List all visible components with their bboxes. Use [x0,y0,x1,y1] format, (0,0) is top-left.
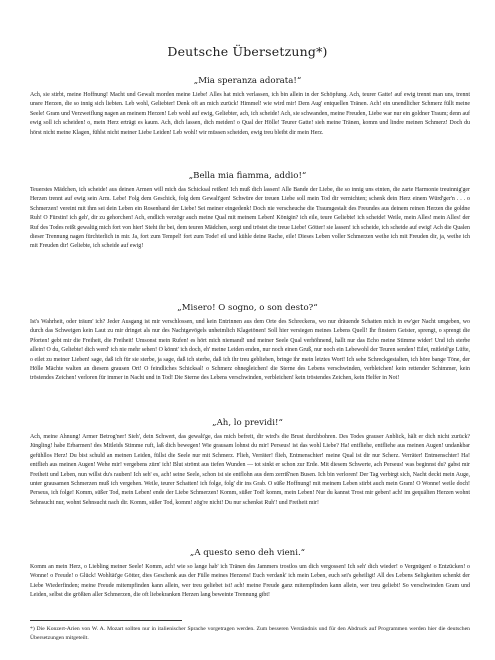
section-heading-4: „Ah, lo previdi!“ [212,418,283,428]
section-heading-3: „Misero! O sogno, o son desto?“ [177,303,318,313]
section-text-5: Komm an mein Herz, o Liebling meiner Seele! Komm, ach! wie so lange hab' ich Tränen des Jammers trostlos um dich vergossen! Ich seh' dich wieder! o Vergnügen! o Entzücken! o Wonne! o Freude! o Glück! Wohltät'ge Götter, dies Geschenk aus der Fülle meines Herzens! Euch verdank' ich mein Leben, euch sei's geheiligt! All des Lebens Seligkeiten schenkt der Liebe Wiederfinden; meine Freude mitempfinden kann allein, wer treu geliebet ist! ach! meine Freude ganz mitempfinden kann allein, wer treu geliebt! So verschwinden Gram und Leiden, selbst die größten aller Schmerzen, die oft liebekranken Herzen lang beweinte Trennung gibt! [30,564,470,599]
section-text-2: Teuerstes Mädchen, ich scheide! aus deinen Armen will mich das Schicksal reißen! Ich muß dich lassen! Alle Bande der Liebe, die so innig uns einten, die zarte Harmonie treuinnig'ger Herzen trennt auf ewig sein Arm. Lebe! Folg dem Geschick, folg dem Gewalt'gen! Schwüre der treuen Liebe soll mein Tod dir vernichten; schenk dein Herz einem Würd'ger'n . . . o Schmerzen! vereint mit ihm sei dein Leben ein Rosenband der Liebe! Sei meiner eingedenk! Doch nie verscheuche die Traumgestalt des Freundes aus deinem reinen Herzen die goldne Ruh! O Fürstin! ich geh', dir zu gehorchen! Ach, endlich verzögr auch meine Qual mit meinem Leben! Königin? ich eile, teure Geliebte! ich scheide! Weile, mein Alles! mein Alles! der Ruf des Todes reißt gewaltig mich fort von hier! Steht ihr bei, dem teuren Mädchen, sorgt und tröstet die treue Liebe! Götter! sie lassen! ich scheide, ich scheide auf ewig! Ach die Qualen dieser Trennung nagen fürchterlich in mir. Ja, fort zum Tempel! fort zum Tode! eil und kühle deine Rache, eile! Dieses Leben voller Schmerzen weihe ich mit Freuden dir, ja, weihe ich mit Freuden dir! Geliebte, ich scheide auf ewig! [30,187,470,250]
section-heading-1: „Mia speranza adorata!“ [193,76,302,86]
section-text-1: Ach, sie stirbt, meine Hoffnung! Macht und Gewalt morden meine Liebe! Alles hat mich verlassen, ich bin allein in der Schöpfung. Ach, teurer Gatte! auf ewig trennt man uns, trennt unsre Herzen, die so innig sich liebten. Leb wohl, Geliebter! Denk oft an mich zurück! Himmel! wie wird mir! Dem Aug' entquellen Tränen. Ach! ein unendlicher Schmerz füllt meine Seele! Gram und Verzweiflung nagen an meinem Herzen! Leb wohl auf ewig, Geliebter, ach, ich scheide! Ach, sie schwanden, meine Freuden, Liebe war nur ein goldner Traum; denn auf ewig soll ich scheiden! o, mein Herz erträgt es kaum. Ach, dich lassen, dich meiden! o Qual der Hölle! Teurer Gatte! sieh meine Tränen, komm und lindre meinen Schmerz! Doch du hörst nicht meine Klagen, fühlst nicht meiner Liebe Leiden! Leb wohl! wir müssen scheiden, ewig treu bleibt dir mein Herz. [30,92,470,136]
section-heading-2: „Bella mia fiamma, addio!“ [188,171,307,181]
section-text-3: Ist's Wahrheit, oder träum' ich? Jeder Ausgang ist mir verschlossen, und kein Entrinnen aus dem Orte des Schreckens, wo nur dräuende Schatten mich in ew'ger Nacht umgeben, wo durch das Schweigen kein Laut zu mir dringet als nur des Nachtgevögels unheimlich Klagetönen! Soll hier versiegen meines Lebens Quell! Ihr finstern Geister, sprengt, o sprengt die Pforten! gebt mir die Freiheit, die Freiheit! Umsonst mein Rufen! es hört mich niemand! und meiner Seele Qual verhöhnend, hallt nur das Echo meine Stimme wider! Und ich sterbe allein! O du, Geliebte! dich werd' ich nie mehr sehen! O könnt' ich doch, eh' meine Leiden enden, nur noch einen Gruß, nur noch ein Lebewohl der Teuren senden! Eilet, mitleid'ge Lüfte, o eilet zu meiner Lieben! sage, daß ich für sie sterbe, ja sage, daß ich sterbe, daß ich ihr treu geblieben, bringe ihr mein letztes Wort! Ich sehe Schreckgestalten, ich höre bange Töne, der Hölle Mächte walten an diesem grausen Ort! O feindliches Schicksal! o Schmerz ohnegleichen! die Sterne des Lebens verschwinden, verbleichen! kein rettender Schimmer, kein tröstendes Zeichen! verloren für immer in Nacht und in Tod! Die Sterne des Lebens verschwinden, verbleichen! kein tröstendes Zeichen, kein Helfer in Not! [30,319,470,382]
section-text-4: Ach, meine Ahnung! Armer Betrog'ner! Sieh', dein Schwert, das gewalt'ge, das mich befreit, dir wird's die Brust durchbohren. Des Todes grauser Anblick, hält er dich nicht zurück? Jüngling! habe Erbarmen! des Mitleids Stimme ruft, laß dich bewegen! Wie grausam lohnst du mir! Perseus! ist das wohl Liebe? Ha! entfliehe, entfliehe aus meinen Augen! undankbar gefühllos Herz! Du bist schuld an meinen Leiden, füllst die Seele nur mit Schmerz. Flieh, Verräter! flieh, Entmenschter! meine Qual ist dir nur Scherz. Verräter! Entmenschter! Ha! entflieh aus meinen Augen! Wehe mir! vergebens zürn' ich! Blut strömt aus tiefen Wunden — tot sinkt er schon zur Erde. Mit diesem Schwerte, ach Perseus! was beginnst du? gabst mir Freiheit und Leben, nun willst du's rauben! Ich seh' es, ach! seine Seele, schon ist sie entflohn aus dem zerriß'nen Busen. Ich bin verloren! Der Tag verbirgt sich, Nacht deckt mein Auge, unter grausamen Schmerzen muß ich vergehen. Weile, teurer Schatten! ich folge, folg' dir ins Grab. O süße Hoffnung! mit meinem Leben stirbt auch mein Gram! O Wonne! weile doch! Perseus, ich folge! Komm, süßer Tod, mein Leben! ende der Liebe Schmerzen! Komm, süßer Tod! komm, mein Leben! Nur du kannst Trost mir geben! ach! im gequälten Herzen wohnt Sehnsucht nur, wohnt Sehnsucht nach dir. Komm, süßer Tod, komm! zög're nicht! Du nur schenkst Ruh'! und Freiheit mir! [30,434,470,506]
footnote-divider [30,620,182,621]
footnote: *) Die Konzert-Arien von W. A. Mozart sollten nur in italienischer Sprache vorgetragen werden. Zum besseren Verständnis und für den Abdruck auf Programmen werden hier die deutschen Übersetzungen mitgeteilt. [30,626,470,641]
page-title: Deutsche Übersetzung*) [167,44,328,59]
section-heading-5: „A questo seno deh vieni.“ [189,548,306,558]
